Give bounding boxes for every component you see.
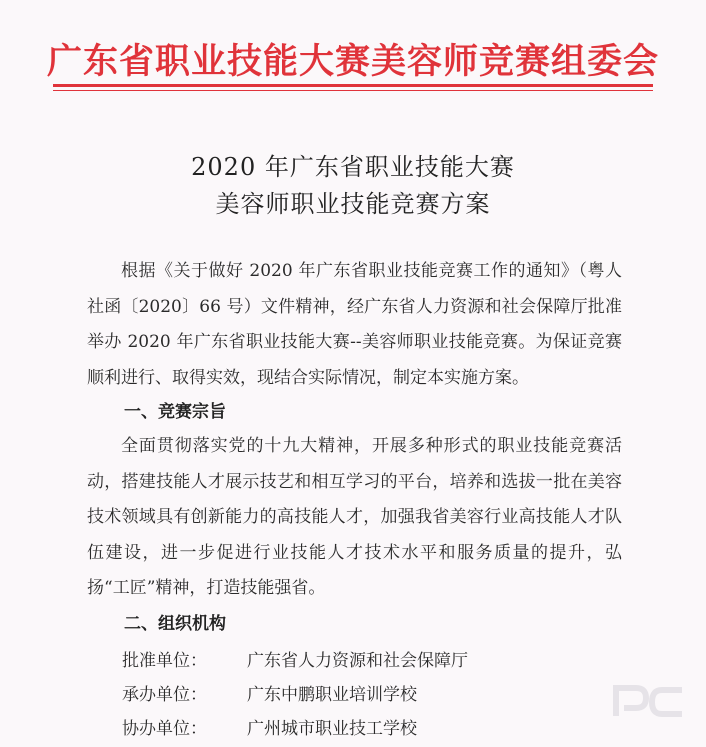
org-row-co-organizer [122,714,417,739]
organizer-header: 广东省职业技能大赛美容师竞赛组委会 [46,42,659,82]
document-title-line-2: 美容师职业技能竞赛方案 [215,190,491,218]
section-heading-organization: 二、组织机构 [124,614,226,634]
header-rule-thin [53,90,653,91]
header-rule-thick [53,84,653,87]
purpose-paragraph: 全面贯彻落实党的十九大精神，开展多种形式的职业技能竞赛活动，搭建技能人才展示技艺和相互学习的平台，培养和选拔一批在美容技术领域具有创新能力的高技能人才，加强我省美容行业高技能人才队伍建设，进一步促进行业技能人才技术水平和服务质量的提升，弘扬“工匠”精神，打造技能强省。 [87,436,622,598]
document-title-line-1: 2020 年广东省职业技能大赛 [191,153,515,181]
watermark-logo-icon [610,682,690,722]
org-row-value: 广东中鹏职业培训学校 [247,685,417,705]
corner-watermark [610,682,690,722]
org-row-value: 广州城市职业技工学校 [247,719,417,739]
org-row-label: 协办单位： [122,719,207,739]
org-row-label: 批准单位： [122,651,207,671]
org-row-value: 广东省人力资源和社会保障厅 [247,651,468,671]
section-heading-purpose: 一、竞赛宗旨 [124,402,226,422]
org-row-approver [122,646,468,671]
intro-paragraph: 根据《关于做好 2020 年广东省职业技能竞赛工作的通知》（粤人社函〔2020〕66 号）文件精神，经广东省人力资源和社会保障厅批准举办 2020 年广东省职业技能大赛--美容师职业技能竞赛。为保证竞赛顺利进行、取得实效，现结合实际情况，制定本实施方案。 [87,261,622,388]
org-row-organizer [122,680,417,705]
org-row-label: 承办单位： [122,685,207,705]
